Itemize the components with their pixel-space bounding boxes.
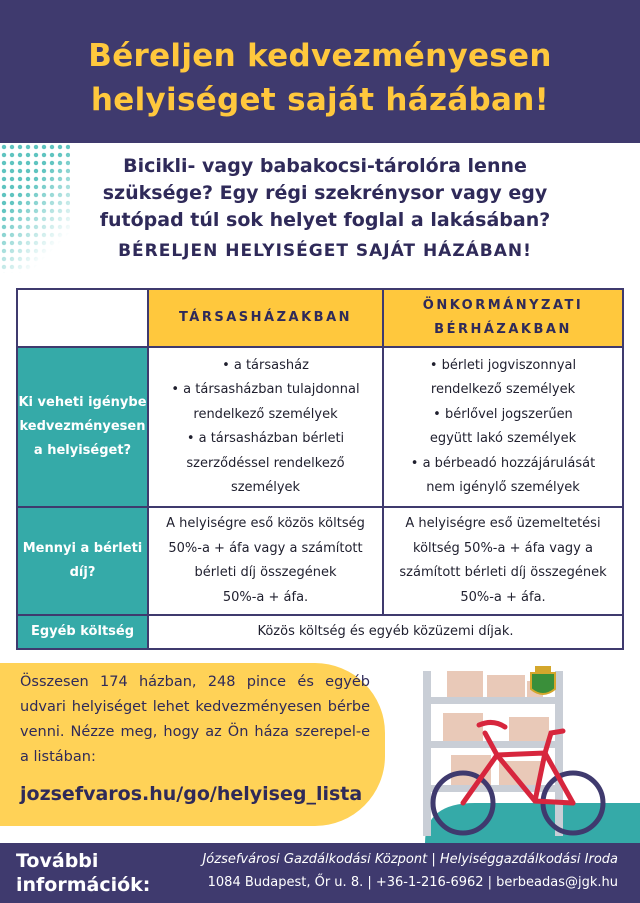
cell-line: • a társasház	[222, 357, 309, 373]
row-label-line: kedvezményesen	[19, 419, 146, 434]
cell-line: 50%-a + áfa.	[460, 589, 546, 605]
table-row	[17, 615, 623, 649]
footer-label	[16, 849, 150, 897]
cell-line: • a társasházban bérleti	[186, 431, 345, 446]
cell-who-tarsashaz	[148, 347, 383, 507]
box-top-right	[487, 675, 525, 697]
page-title	[0, 34, 640, 122]
cell-line: rendelkező személyek	[193, 406, 338, 422]
row-header-other-cost: Egyéb költség	[17, 615, 148, 649]
row-label-line: Mennyi a bérleti	[22, 541, 143, 556]
cell-line: együtt lakó személyek	[429, 431, 577, 446]
cell-line: bérleti díj összegének	[194, 565, 337, 580]
cell-line: • a társasházban tulajdonnal	[171, 382, 360, 397]
footer-contact: 1084 Budapest, Őr u. 8. | +36-1-216-6962 | berbeadas@jgk.hu	[207, 875, 618, 890]
footer-organization: Józsefvárosi Gazdálkodási Központ | Helyiséggazdálkodási Iroda	[202, 852, 618, 867]
shelf-board-top	[423, 697, 563, 704]
bicycle-shelf-illustration	[385, 663, 640, 843]
cell-line: szerződéssel rendelkező	[186, 455, 345, 471]
cell-fee-tarsashaz	[148, 507, 383, 615]
info-text: Összesen 174 házban, 248 pince és egyéb udvari helyiséget lehet kedvezményesen bérbe venni. Nézze meg, hogy az Ön háza szerepel-e a listában:	[20, 674, 370, 765]
intro-caps-heading: BÉRELJEN HELYISÉGET SAJÁT HÁZÁBAN!	[118, 241, 532, 261]
cell-line: számított bérleti díj összegének	[399, 565, 607, 580]
footer-label-line-1: További	[16, 850, 99, 872]
row-label-line: a helyiséget?	[33, 443, 132, 458]
cell-line: személyek	[230, 480, 301, 495]
cell-line: 50%-a + áfa.	[222, 589, 309, 605]
row-header-fee	[17, 507, 148, 615]
column-header-line-1: ÖNKORMÁNYZATI	[422, 298, 584, 313]
cell-line: nem igénylő személyek	[426, 480, 580, 495]
comparison-table	[16, 288, 624, 650]
intro-line-1: Bicikli- vagy babakocsi-tárolóra lenne	[123, 155, 527, 177]
title-line-2: helyiséget saját házában!	[90, 82, 550, 118]
table-row	[17, 347, 623, 507]
table-row	[17, 507, 623, 615]
row-header-who	[17, 347, 148, 507]
column-header-tarsashazakban: TÁRSASHÁZAKBAN	[148, 289, 383, 347]
info-callout	[0, 663, 385, 826]
box-middle-right	[509, 717, 549, 741]
box-top-left	[447, 671, 483, 697]
cell-line: rendelkező személyek	[430, 382, 576, 397]
row-label-line: díj?	[69, 565, 96, 580]
cell-other-cost: Közös költség és egyéb közüzemi díjak.	[148, 615, 623, 649]
intro-text	[40, 153, 610, 265]
cell-line: 50%-a + áfa vagy a számított	[168, 540, 363, 556]
cell-line: költség 50%-a + áfa vagy a	[413, 540, 593, 556]
box-middle-left	[443, 713, 483, 741]
helyiseg-lista-link[interactable]: jozsefvaros.hu/go/helyiseg_lista	[20, 783, 363, 805]
intro-line-3: futópad túl sok helyet foglal a lakásában?	[99, 209, 551, 231]
shelf-post-left	[423, 671, 431, 836]
cell-line: A helyiségre eső közös költség	[166, 516, 365, 531]
ground-shape	[425, 803, 640, 843]
cell-line: • bérlővel jogszerűen	[433, 406, 573, 422]
table-header-row	[17, 289, 623, 347]
title-line-1: Béreljen kedvezményesen	[88, 38, 552, 74]
empty-corner-cell	[17, 289, 148, 347]
row-label-line: Ki veheti igénybe	[18, 395, 147, 410]
column-header-line-2: BÉRHÁZAKBAN	[434, 322, 572, 337]
cell-who-berhaz	[383, 347, 623, 507]
shelf-post-right	[555, 671, 563, 836]
cell-line: • a bérbeadó hozzájárulását	[410, 455, 596, 471]
column-header-onkormanyzati	[383, 289, 623, 347]
cell-line: • bérleti jogviszonnyal	[429, 357, 577, 373]
intro-line-2: szüksége? Egy régi szekrénysor vagy egy	[102, 182, 548, 204]
footer-bar	[0, 843, 640, 903]
coat-of-arms-icon	[531, 666, 555, 694]
footer-label-line-2: információk:	[16, 874, 151, 896]
cell-line: A helyiségre eső üzemeltetési	[405, 516, 601, 531]
cell-fee-berhaz	[383, 507, 623, 615]
header-banner	[0, 0, 640, 143]
